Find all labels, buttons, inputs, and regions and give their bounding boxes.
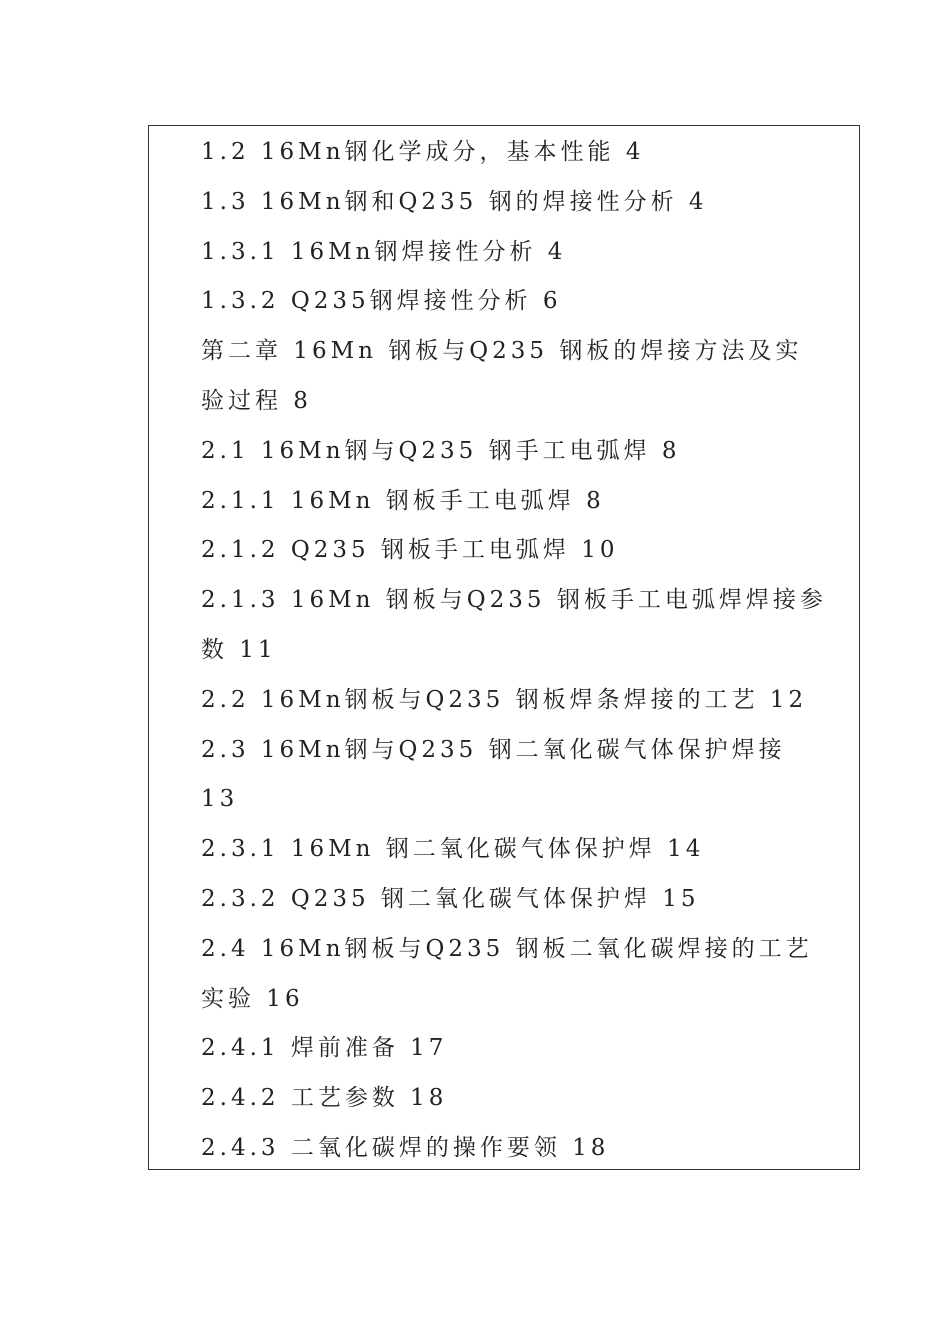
toc-entry-2-1-2: 2.1.2 Q235 钢板手工电弧焊 10 <box>201 537 619 564</box>
toc-list <box>201 128 849 1174</box>
toc-entry-2-1: 2.1 16Mn钢与Q235 钢手工电弧焊 8 <box>201 437 681 464</box>
toc-entry-2-3: 2.3 16Mn钢与Q235 钢二氧化碳气体保护焊接 <box>201 736 786 763</box>
toc-entry-2-4-2: 2.4.2 工艺参数 18 <box>201 1085 448 1112</box>
toc-entry-2-3-2: 2.3.2 Q235 钢二氧化碳气体保护焊 15 <box>201 885 700 912</box>
toc-entry-1-3: 1.3 16Mn钢和Q235 钢的焊接性分析 4 <box>201 188 708 215</box>
toc-entry-chapter-2: 第二章 16Mn 钢板与Q235 钢板的焊接方法及实 <box>201 338 803 365</box>
toc-entry-1-3-2: 1.3.2 Q235钢焊接性分析 6 <box>201 288 562 315</box>
toc-entry-2-4-3: 2.4.3 二氧化碳焊的操作要领 18 <box>201 1134 610 1161</box>
table-of-contents-box <box>148 125 860 1170</box>
toc-entry-2-4-cont: 实验 16 <box>201 985 304 1012</box>
toc-entry-2-1-3: 2.1.3 16Mn 钢板与Q235 钢板手工电弧焊焊接参 <box>201 587 827 614</box>
toc-entry-2-3-cont: 13 <box>201 786 239 813</box>
toc-entry-1-2: 1.2 16Mn钢化学成分，基本性能 4 <box>201 139 645 165</box>
toc-entry-1-3-1: 1.3.1 16Mn钢焊接性分析 4 <box>201 238 567 265</box>
toc-entry-2-3-1: 2.3.1 16Mn 钢二氧化碳气体保护焊 14 <box>201 836 705 863</box>
toc-entry-2-4: 2.4 16Mn钢板与Q235 钢板二氧化碳焊接的工艺 <box>201 935 813 962</box>
toc-entry-2-1-3-cont: 数 11 <box>201 636 277 663</box>
toc-entry-2-1-1: 2.1.1 16Mn 钢板手工电弧焊 8 <box>201 487 605 514</box>
toc-entry-2-2: 2.2 16Mn钢板与Q235 钢板焊条焊接的工艺 12 <box>201 686 808 713</box>
toc-entry-2-4-1: 2.4.1 焊前准备 17 <box>201 1035 448 1062</box>
toc-entry-chapter-2-cont: 验过程 8 <box>201 387 312 414</box>
